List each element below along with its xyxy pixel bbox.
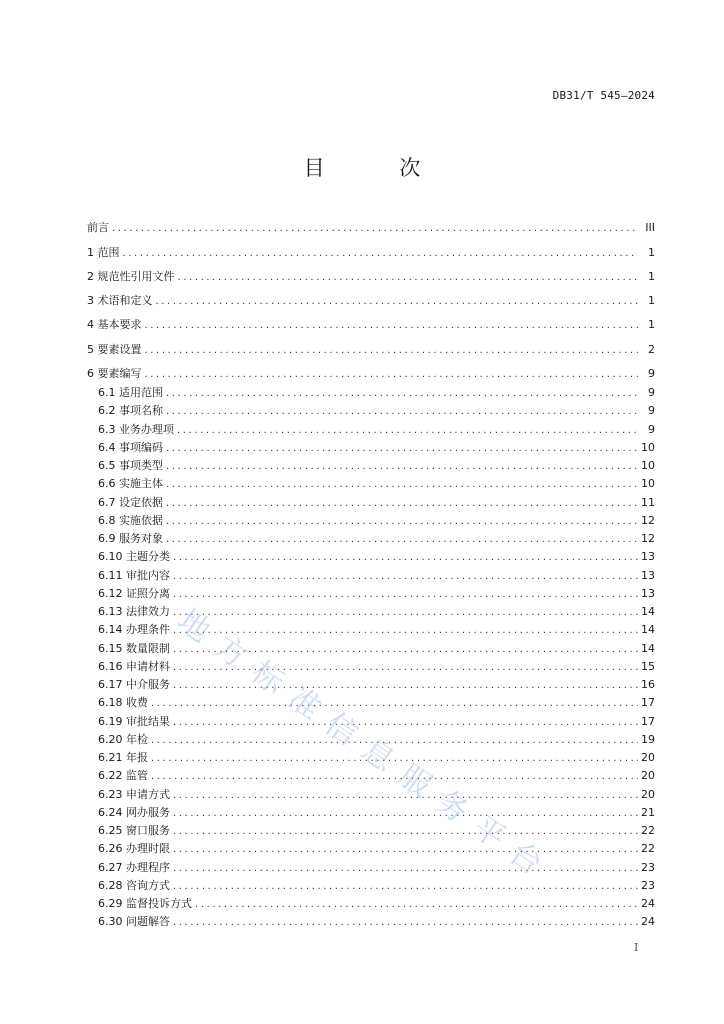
toc-entry[interactable] [98, 476, 655, 492]
toc-entry[interactable] [87, 366, 655, 382]
toc-leader-dots [166, 459, 638, 475]
toc-entry-page: 10 [641, 477, 655, 491]
toc-entry-label: 3 术语和定义 [87, 294, 153, 307]
toc-entry[interactable] [87, 342, 655, 358]
watermark-text: 地方标准信息服务平台 [170, 602, 561, 891]
toc-entry-label: 6.8 实施依据 [98, 513, 163, 527]
toc-entry[interactable] [87, 293, 655, 309]
toc-entry[interactable] [98, 677, 655, 693]
toc-entry[interactable] [98, 495, 655, 511]
toc-entry[interactable] [98, 513, 655, 529]
toc-entry-page: 9 [648, 404, 655, 418]
toc-entry-page: 22 [641, 842, 655, 856]
toc-entry-page: 1 [648, 294, 655, 307]
toc-entry-label: 6.29 监督投诉方式 [98, 897, 192, 910]
toc-entry-page: 2 [648, 343, 655, 356]
toc-entry[interactable] [98, 641, 655, 657]
toc-entry-label: 6.20 年检 [98, 732, 148, 746]
toc-entry-page: 9 [648, 386, 655, 399]
toc-leader-dots [112, 221, 638, 237]
toc-leader-dots [166, 441, 638, 457]
toc-leader-dots [173, 842, 638, 858]
toc-leader-dots [145, 343, 639, 359]
toc-entry-label: 6.9 服务对象 [98, 532, 163, 545]
toc-entry-label: 6.18 收费 [98, 696, 148, 710]
toc-entry-label: 6.1 适用范围 [98, 386, 163, 399]
toc-entry-label: 6.21 年报 [98, 751, 148, 764]
toc-entry-page: 23 [641, 860, 655, 874]
toc-leader-dots [177, 423, 638, 439]
toc-entry-label: 6.2 事项名称 [98, 404, 163, 418]
toc-leader-dots [166, 514, 638, 530]
toc-entry-page: 20 [641, 769, 655, 783]
toc-entry[interactable] [98, 422, 655, 438]
toc-entry-page: 9 [648, 422, 655, 436]
document-code: DB31/T 545—2024 [552, 89, 655, 102]
toc-entry-label: 6.24 网办服务 [98, 805, 170, 819]
toc-leader-dots [173, 550, 638, 566]
toc-entry-label: 6.5 事项类型 [98, 459, 163, 472]
toc-entry-page: 9 [648, 367, 655, 380]
toc-entry[interactable] [98, 787, 655, 803]
toc-entry-label: 6.19 审批结果 [98, 714, 170, 728]
toc-leader-dots [178, 270, 639, 286]
toc-leader-dots [173, 915, 638, 931]
toc-entry-label: 1 范围 [87, 246, 120, 259]
toc-entry-page: 14 [641, 605, 655, 618]
toc-entry-label: 前言 [87, 221, 109, 234]
toc-leader-dots [156, 294, 639, 310]
toc-leader-dots [173, 605, 638, 621]
toc-entry[interactable] [98, 385, 655, 401]
toc-entry[interactable] [98, 841, 655, 857]
toc-entry-page: 16 [641, 678, 655, 691]
toc-entry-label: 5 要素设置 [87, 343, 142, 356]
toc-entry-page: 13 [641, 568, 655, 582]
toc-entry-label: 6.13 法律效力 [98, 605, 170, 618]
toc-entry-page: 23 [641, 878, 655, 892]
toc-entry-page: 14 [641, 641, 655, 655]
toc-entry[interactable] [98, 586, 655, 602]
toc-entry-label: 6.22 监管 [98, 769, 148, 783]
toc-entry-label: 6.15 数量限制 [98, 641, 170, 655]
toc-leader-dots [166, 404, 638, 420]
toc-entry-label: 6.12 证照分离 [98, 586, 170, 600]
toc-entry[interactable] [98, 568, 655, 584]
toc-entry[interactable] [98, 878, 655, 894]
toc-entry-page: 12 [641, 513, 655, 527]
toc-entry-page: 21 [641, 805, 655, 819]
toc-entry[interactable] [98, 896, 655, 912]
toc-entry-label: 6.25 窗口服务 [98, 824, 170, 837]
toc-entry-page: 10 [641, 440, 655, 454]
toc-entry[interactable] [98, 549, 655, 565]
toc-entry-page: 17 [641, 696, 655, 710]
toc-entry-label: 6.27 办理程序 [98, 860, 170, 874]
toc-entry-page: 14 [641, 623, 655, 637]
toc-entry-label: 6.14 办理条件 [98, 623, 170, 637]
toc-entry-label: 6.23 申请方式 [98, 787, 170, 801]
toc-entry[interactable] [98, 458, 655, 474]
toc-entry-page: III [645, 221, 655, 234]
toc-entry[interactable] [87, 269, 655, 285]
toc-entry-page: 24 [641, 915, 655, 929]
toc-entry[interactable] [87, 317, 655, 333]
toc-leader-dots [166, 496, 638, 512]
toc-entry-label: 6.10 主题分类 [98, 550, 170, 564]
toc-entry-label: 6.3 业务办理项 [98, 422, 174, 436]
toc-leader-dots [166, 532, 638, 548]
toc-entry-page: 13 [641, 550, 655, 564]
toc-entry-label: 4 基本要求 [87, 318, 142, 331]
toc-entry-label: 6 要素编写 [87, 367, 142, 380]
toc-entry-label: 6.4 事项编码 [98, 440, 163, 454]
toc-entry[interactable] [98, 695, 655, 711]
toc-entry-page: 1 [648, 318, 655, 331]
toc-entry-label: 6.11 审批内容 [98, 568, 170, 582]
toc-entry-label: 6.7 设定依据 [98, 495, 163, 509]
toc-entry-page: 19 [641, 732, 655, 746]
toc-entry[interactable] [98, 823, 655, 839]
toc-leader-dots [195, 897, 638, 913]
toc-entry[interactable] [87, 220, 655, 236]
toc-entry-page: 17 [641, 714, 655, 728]
toc-entry-label: 6.16 申请材料 [98, 659, 170, 673]
toc-entry[interactable] [98, 914, 655, 930]
toc-leader-dots [173, 806, 638, 822]
toc-leader-dots [151, 696, 638, 712]
toc-leader-dots [145, 367, 639, 383]
toc-entry-label: 2 规范性引用文件 [87, 270, 175, 283]
toc-entry-page: 1 [648, 246, 655, 259]
toc-entry[interactable] [98, 531, 655, 547]
toc-entry[interactable] [98, 659, 655, 675]
toc-leader-dots [123, 246, 639, 262]
toc-entry-label: 6.6 实施主体 [98, 477, 163, 491]
toc-entry-page: 13 [641, 586, 655, 600]
toc-leader-dots [145, 318, 639, 334]
toc-leader-dots [173, 861, 638, 877]
toc-leader-dots [166, 477, 638, 493]
toc-entry[interactable] [98, 440, 655, 456]
toc-leader-dots [166, 386, 638, 402]
toc-entry-page: 10 [641, 459, 655, 472]
footer-page-number: I [634, 941, 639, 954]
toc-entry-page: 15 [641, 659, 655, 673]
toc-entry-label: 6.17 中介服务 [98, 678, 170, 691]
toc-entry-label: 6.28 咨询方式 [98, 878, 170, 892]
toc-leader-dots [173, 569, 638, 585]
toc-leader-dots [173, 587, 638, 603]
toc-entry-page: 1 [648, 270, 655, 283]
toc-entry[interactable] [98, 403, 655, 419]
toc-entry-page: 20 [641, 787, 655, 801]
toc-entry-page: 22 [641, 824, 655, 837]
toc-entry-page: 24 [641, 897, 655, 910]
toc-entry-label: 6.26 办理时限 [98, 842, 170, 856]
toc-leader-dots [173, 715, 638, 731]
toc-entry-page: 20 [641, 751, 655, 764]
toc-entry-page: 11 [641, 495, 655, 509]
toc-entry[interactable] [87, 245, 655, 261]
toc-entry[interactable] [98, 860, 655, 876]
toc-leader-dots [173, 879, 638, 895]
toc-entry[interactable] [98, 805, 655, 821]
toc-entry-label: 6.30 问题解答 [98, 915, 170, 929]
toc-leader-dots [173, 824, 638, 840]
page-title: 目 次 [303, 156, 455, 180]
toc-entry-page: 12 [641, 532, 655, 545]
